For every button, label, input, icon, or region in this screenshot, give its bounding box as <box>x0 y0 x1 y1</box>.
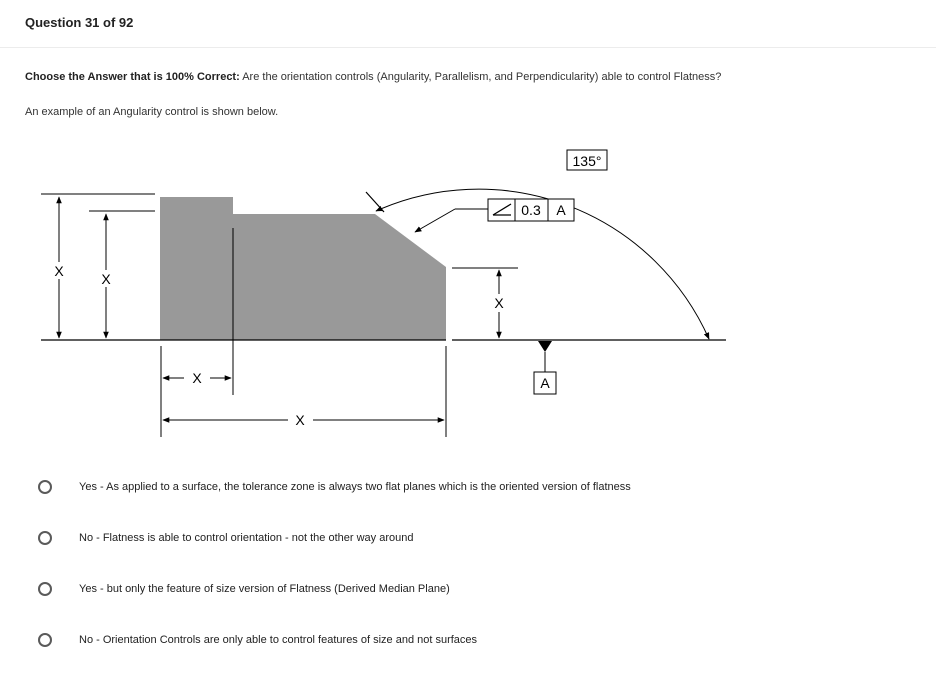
dimension-x-label: X <box>54 263 64 279</box>
option-label: No - Orientation Controls are only able to control features of size and not surfaces <box>79 634 478 646</box>
datum-label: A <box>540 375 550 391</box>
answer-option-1[interactable] <box>38 476 631 498</box>
fcf-tolerance: 0.3 <box>521 202 541 218</box>
radio-button[interactable] <box>38 582 52 596</box>
option-label: No - Flatness is able to control orientation - not the other way around <box>79 532 414 544</box>
question-counter: Question 31 of 92 <box>25 15 134 30</box>
option-label: Yes - As applied to a surface, the tolerance zone is always two flat planes which is the oriented version of flatness <box>79 481 631 493</box>
dimension-x-label: X <box>101 271 111 287</box>
question-prompt <box>25 71 721 83</box>
option-label: Yes - but only the feature of size version of Flatness (Derived Median Plane) <box>79 583 450 595</box>
datum-feature-symbol <box>534 341 556 394</box>
dimension-x-label: X <box>295 412 305 428</box>
radio-button[interactable] <box>38 633 52 647</box>
answer-option-4[interactable] <box>38 629 477 651</box>
feature-control-frame <box>488 199 574 221</box>
dimension-x-label: X <box>494 295 504 311</box>
basic-angle-value: 135° <box>572 153 602 169</box>
question-prefix: Choose the Answer that is 100% Correct: <box>25 71 240 83</box>
answer-option-2[interactable] <box>38 527 413 549</box>
dimension-x-label: X <box>192 370 202 386</box>
radio-button[interactable] <box>38 531 52 545</box>
fcf-datum: A <box>556 202 566 218</box>
part-profile <box>160 197 446 340</box>
radio-button[interactable] <box>38 480 52 494</box>
example-caption: An example of an Angularity control is shown below. <box>25 106 279 118</box>
question-text: Are the orientation controls (Angularity, Parallelism, and Perpendicularity) able to control Flatness? <box>242 71 722 83</box>
question-header <box>0 0 936 48</box>
angularity-drawing <box>0 130 760 440</box>
answer-option-3[interactable] <box>38 578 450 600</box>
